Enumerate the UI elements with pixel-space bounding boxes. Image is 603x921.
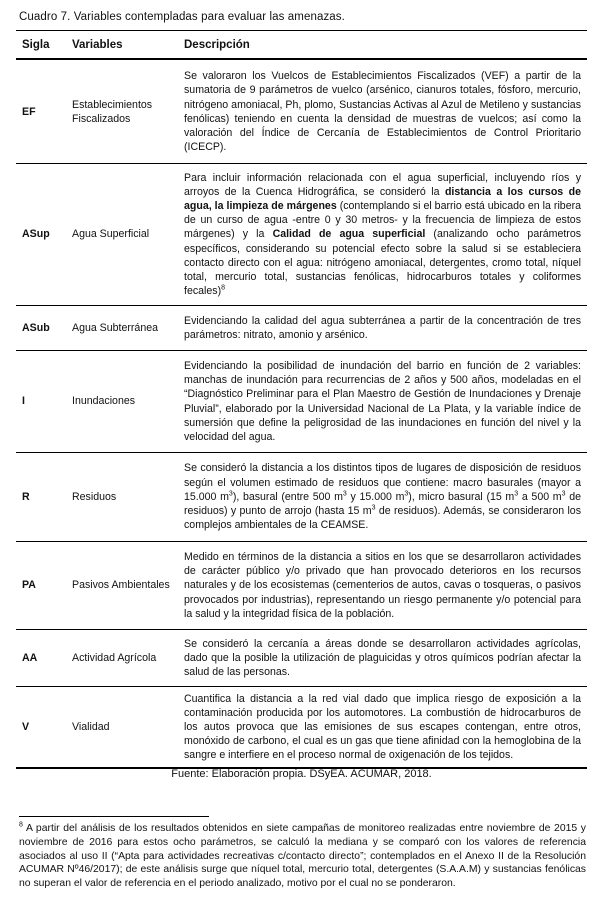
table-row bbox=[16, 452, 587, 541]
row-sigla: ASup bbox=[16, 163, 66, 305]
row-sigla: V bbox=[16, 686, 66, 768]
table-source: Fuente: Elaboración propia. DSyEA. ACUMAR, 2018. bbox=[171, 768, 432, 780]
table-row bbox=[16, 163, 587, 305]
footnote-divider bbox=[19, 816, 209, 817]
row-description: Se consideró la cercanía a áreas donde se desarrollaron actividades agrícolas, dado que la posible la utilización de plaguicidas y otros químicos podrían afectar la salud de las personas. bbox=[178, 629, 587, 686]
row-description: Se consideró la distancia a los distintos tipos de lugares de disposición de residuos según el volumen estimado de residuos que contiene: macro basurales (mayor a 15.000 $m^3$), basural (entre 500 $m^3$ y 15.000 $m^3$), micro basural (15 $m^3$ a 500 $m^3$ de residuos) y punto de arrojo (hasta 15 $m^3$ de residuos). Además, se consideraron los complejos ambientales de la CEAMSE. bbox=[178, 452, 587, 541]
row-description: Para incluir información relacionada con el agua superficial, incluyendo ríos y arroyos de la Cuenca Hidrográfica, se consideró la distancia a los cursos de agua, la limpieza de márgenes (contemplando si el barrio está ubicado en la ribera de un curso de agua -entre 0 y 30 metros- y la frecuencia de limpieza de estos márgenes) y la Calidad de agua superficial (analizando ocho parámetros específicos, considerando su potencial efecto sobre la salud si se estableciera contacto directo con el agua: nitrógeno amoniacal, detergentes, cromo total, níquel total, mercurio total, sustancias fenólicas, hidrocarburos totales y coliformes fecales)$^8$ bbox=[178, 163, 587, 305]
row-description: Evidenciando la calidad del agua subterránea a partir de la concentración de tres parámetros: nitrato, amonio y arsénico. bbox=[178, 305, 587, 350]
footnote-text: A partir del análisis de los resultados obtenidos en siete campañas de monitoreo realizadas entre noviembre de 2015 y noviembre de 2016 para estos ocho parámetros, se calculó la mediana y se comparó con los valores de referencia asociados al uso II (“Apta para actividades recreativas c/contacto directo”; contemplados en el Anexo II de la Resolución ACUMAR Nº46/2017); de este análisis surge que níquel total, mercurio total, detergentes (S.A.A.M) y sustancias fenólicas no superan el valor de referencia en el periodo analizado, motivo por el cual no se ponderaron. bbox=[19, 823, 586, 890]
row-variable: Inundaciones bbox=[66, 350, 178, 452]
row-sigla: R bbox=[16, 452, 66, 541]
table-caption: Cuadro 7. Variables contempladas para evaluar las amenazas. bbox=[19, 11, 345, 23]
row-sigla: ASub bbox=[16, 305, 66, 350]
row-sigla: PA bbox=[16, 541, 66, 629]
footnote bbox=[19, 822, 586, 891]
row-sigla: EF bbox=[16, 59, 66, 163]
footnote-number: 8 bbox=[19, 821, 23, 829]
table-row bbox=[16, 686, 587, 768]
row-description: Se valoraron los Vuelcos de Establecimientos Fiscalizados (VEF) a partir de la sumatoria de 9 parámetros de vuelco (arsénico, cianuros totales, fósforo, mercurio, nitrógeno amoniacal, Ph, plomo, Sustancias Activas al Azul de Metileno y sustancias fenólicas) teniendo en cuenta la densidad de muestras de vuelcos; así como la valoración del Índice de Cercanía de Establecimientos de Control Prioritario (ICECP). bbox=[178, 59, 587, 163]
footnote-ref: 8 bbox=[221, 284, 225, 292]
row-variable: Pasivos Ambientales bbox=[66, 541, 178, 629]
row-description: Evidenciando la posibilidad de inundación del barrio en función de 2 variables: manchas de inundación para recurrencias de 2 años y 500 años, modeladas en el “Diagnóstico Preliminar para el Plan Maestro de Gestión de Inundaciones y Drenaje Pluvial”, elaborado por la Universidad Nacional de La Plata, y la variable índice de sumersión que define la peligrosidad de las inundaciones en función del nivel y la velocidad del agua. bbox=[178, 350, 587, 452]
table-row bbox=[16, 305, 587, 350]
row-variable: Agua Superficial bbox=[66, 163, 178, 305]
table-row bbox=[16, 350, 587, 452]
table-row bbox=[16, 59, 587, 163]
header-sigla: Sigla bbox=[16, 31, 66, 60]
table-row bbox=[16, 629, 587, 686]
row-variable: Establecimientos Fiscalizados bbox=[66, 59, 178, 163]
header-variables: Variables bbox=[66, 31, 178, 60]
table-header-row bbox=[16, 31, 587, 60]
row-sigla: I bbox=[16, 350, 66, 452]
row-description: Cuantifica la distancia a la red vial dado que implica riesgo de exposición a la contaminación producida por los automotores. La combustión de hidrocarburos de los autos provoca que las emisiones de sus escapes contengan, entre otros, monóxido de carbono, el cual es un gas que tiene afinidad con la hemoglobina de la sangre e interfiere en el proceso normal de oxigenación de los tejidos. bbox=[178, 686, 587, 768]
row-variable: Actividad Agrícola bbox=[66, 629, 178, 686]
row-variable: Vialidad bbox=[66, 686, 178, 768]
row-variable: Agua Subterránea bbox=[66, 305, 178, 350]
table-row bbox=[16, 541, 587, 629]
header-descripcion: Descripción bbox=[178, 31, 587, 60]
row-variable: Residuos bbox=[66, 452, 178, 541]
row-description: Medido en términos de la distancia a sitios en los que se desarrollaron actividades de carácter público y/o privado que han provocado deterioros en los recursos naturales y de los ecosistemas (cementerios de autos, cavas o tosqueras, o pasivos provocados por industrias), representando un riesgo permanente y/o potencial para la salud y la integridad física de la población. bbox=[178, 541, 587, 629]
variables-table bbox=[16, 30, 587, 769]
row-sigla: AA bbox=[16, 629, 66, 686]
